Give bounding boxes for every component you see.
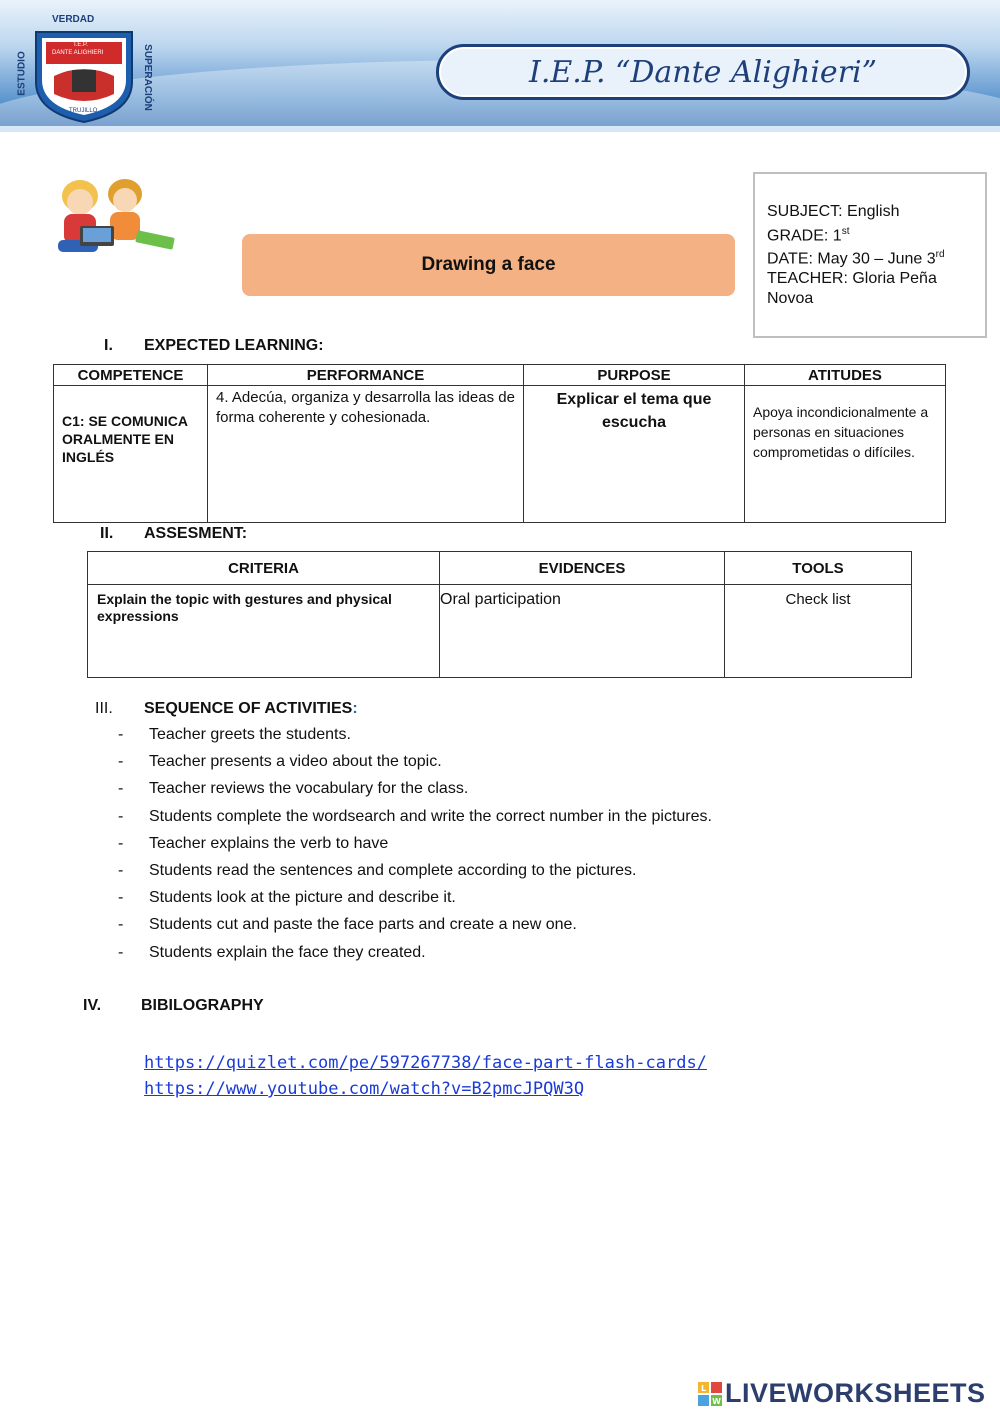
header-attitudes: ATITUDES — [745, 365, 946, 386]
list-item — [118, 726, 712, 753]
activity-text: Students cut and paste the face parts and create a new one. — [149, 916, 577, 934]
section-1-title: EXPECTED LEARNING: — [144, 337, 324, 354]
crest-top-word: VERDAD — [52, 14, 95, 25]
evidences-cell: Oral participation — [440, 585, 725, 678]
liveworksheets-mark-icon — [698, 1382, 722, 1406]
header-tools: TOOLS — [725, 552, 912, 585]
expected-learning-table — [53, 364, 946, 523]
activity-text: Teacher greets the students. — [149, 726, 351, 743]
crest-left-word: ESTUDIO — [16, 51, 28, 96]
section-3-heading — [95, 700, 358, 718]
crest-inner-line2: DANTE ALIGHIERI — [52, 50, 104, 56]
purpose-cell: Explicar el tema que escucha — [524, 386, 745, 523]
date-text: DATE: May 30 – June 3 — [767, 250, 936, 268]
subject-line: SUBJECT: English — [767, 203, 900, 220]
list-dash: - — [118, 834, 124, 852]
teacher-line: TEACHER: Gloria Peña Novoa — [767, 270, 937, 307]
performance-cell: 4. Adecúa, organiza y desarrolla las ideas de forma coherente y cohesionada. — [208, 386, 524, 523]
attitudes-cell: Apoya incondicionalmente a personas en situaciones comprometidas o difíciles. — [745, 386, 946, 523]
quizlet-link[interactable]: https://quizlet.com/pe/597267738/face-part-flash-cards/ — [144, 1053, 707, 1073]
lesson-title-box — [242, 234, 735, 296]
list-item — [118, 835, 712, 862]
section-2-title: ASSESMENT: — [144, 525, 248, 542]
activity-text: Teacher reviews the vocabulary for the class. — [149, 780, 469, 798]
mark-letter-l: L — [700, 1383, 707, 1393]
kids-with-laptop-icon — [50, 168, 180, 260]
table-row — [88, 585, 912, 678]
table-header-row — [88, 552, 912, 585]
list-item — [118, 753, 712, 780]
grade-suffix: st — [841, 225, 850, 237]
school-crest — [14, 12, 154, 127]
activity-text: Students read the sentences and complete according to the pictures. — [149, 861, 637, 879]
list-item — [118, 889, 712, 916]
list-item — [118, 916, 712, 943]
activities-list — [118, 726, 712, 971]
activity-text: Students look at the picture and describe it. — [149, 889, 456, 907]
activity-text: Students complete the wordsearch and write the correct number in the pictures. — [149, 807, 712, 825]
list-dash: - — [118, 753, 124, 771]
list-dash: - — [118, 889, 124, 907]
section-2-number: II. — [100, 525, 114, 542]
lesson-info-box — [753, 172, 987, 338]
list-dash: - — [118, 807, 124, 825]
activity-text: Teacher explains the verb to have — [149, 834, 389, 852]
date-line — [767, 245, 977, 269]
date-suffix: rd — [935, 249, 945, 261]
section-3-title: SEQUENCE OF ACTIVITIES — [144, 700, 353, 717]
school-name: I.E.P. “Dante Alighieri” — [529, 54, 877, 90]
list-dash: - — [118, 780, 124, 798]
list-dash: - — [118, 726, 124, 743]
grade-line — [767, 222, 977, 246]
section-1-number: I. — [104, 337, 113, 354]
activity-text: Teacher presents a video about the topic. — [149, 753, 442, 771]
list-item — [118, 944, 712, 971]
section-2-heading — [100, 525, 247, 543]
crest-right-word: SUPERACIÓN — [141, 44, 153, 111]
section-4-heading — [83, 997, 264, 1015]
table-row — [54, 386, 946, 523]
section-1-heading — [104, 337, 324, 355]
criteria-cell: Explain the topic with gestures and physical expressions — [88, 585, 440, 678]
youtube-link[interactable]: https://www.youtube.com/watch?v=B2pmcJPQW3Q — [144, 1079, 585, 1099]
section-4-title: BIBILOGRAPHY — [141, 997, 264, 1014]
header-performance: PERFORMANCE — [208, 365, 524, 386]
table-header-row — [54, 365, 946, 386]
header-competence: COMPETENCE — [54, 365, 208, 386]
header-purpose: PURPOSE — [524, 365, 745, 386]
assessment-table — [87, 551, 912, 678]
crest-bottom-word: TRUJILLO — [69, 108, 98, 114]
grade-text: GRADE: 1 — [767, 226, 842, 244]
kids-illustration — [50, 168, 180, 260]
mark-letter-w: W — [712, 1396, 721, 1406]
list-item — [118, 808, 712, 835]
section-4-number: IV. — [83, 997, 102, 1014]
list-item — [118, 862, 712, 889]
activity-text: Students explain the face they created. — [149, 943, 426, 961]
list-dash: - — [118, 916, 124, 934]
list-item — [118, 780, 712, 807]
lesson-title: Drawing a face — [421, 254, 556, 275]
section-3-colon: : — [352, 700, 358, 717]
list-dash: - — [118, 861, 124, 879]
liveworksheets-brand: LIVEWORKSHEETS — [725, 1378, 986, 1408]
header-evidences: EVIDENCES — [440, 552, 725, 585]
tools-cell: Check list — [725, 585, 912, 678]
crest-inner-line1: I.E.P. — [74, 42, 88, 48]
school-name-banner — [436, 44, 970, 100]
list-dash: - — [118, 943, 124, 961]
header-criteria: CRITERIA — [88, 552, 440, 585]
section-3-number: III. — [95, 700, 113, 717]
liveworksheets-logo — [698, 1378, 986, 1409]
competence-cell: C1: SE COMUNICA ORALMENTE EN INGLÉS — [54, 386, 208, 523]
